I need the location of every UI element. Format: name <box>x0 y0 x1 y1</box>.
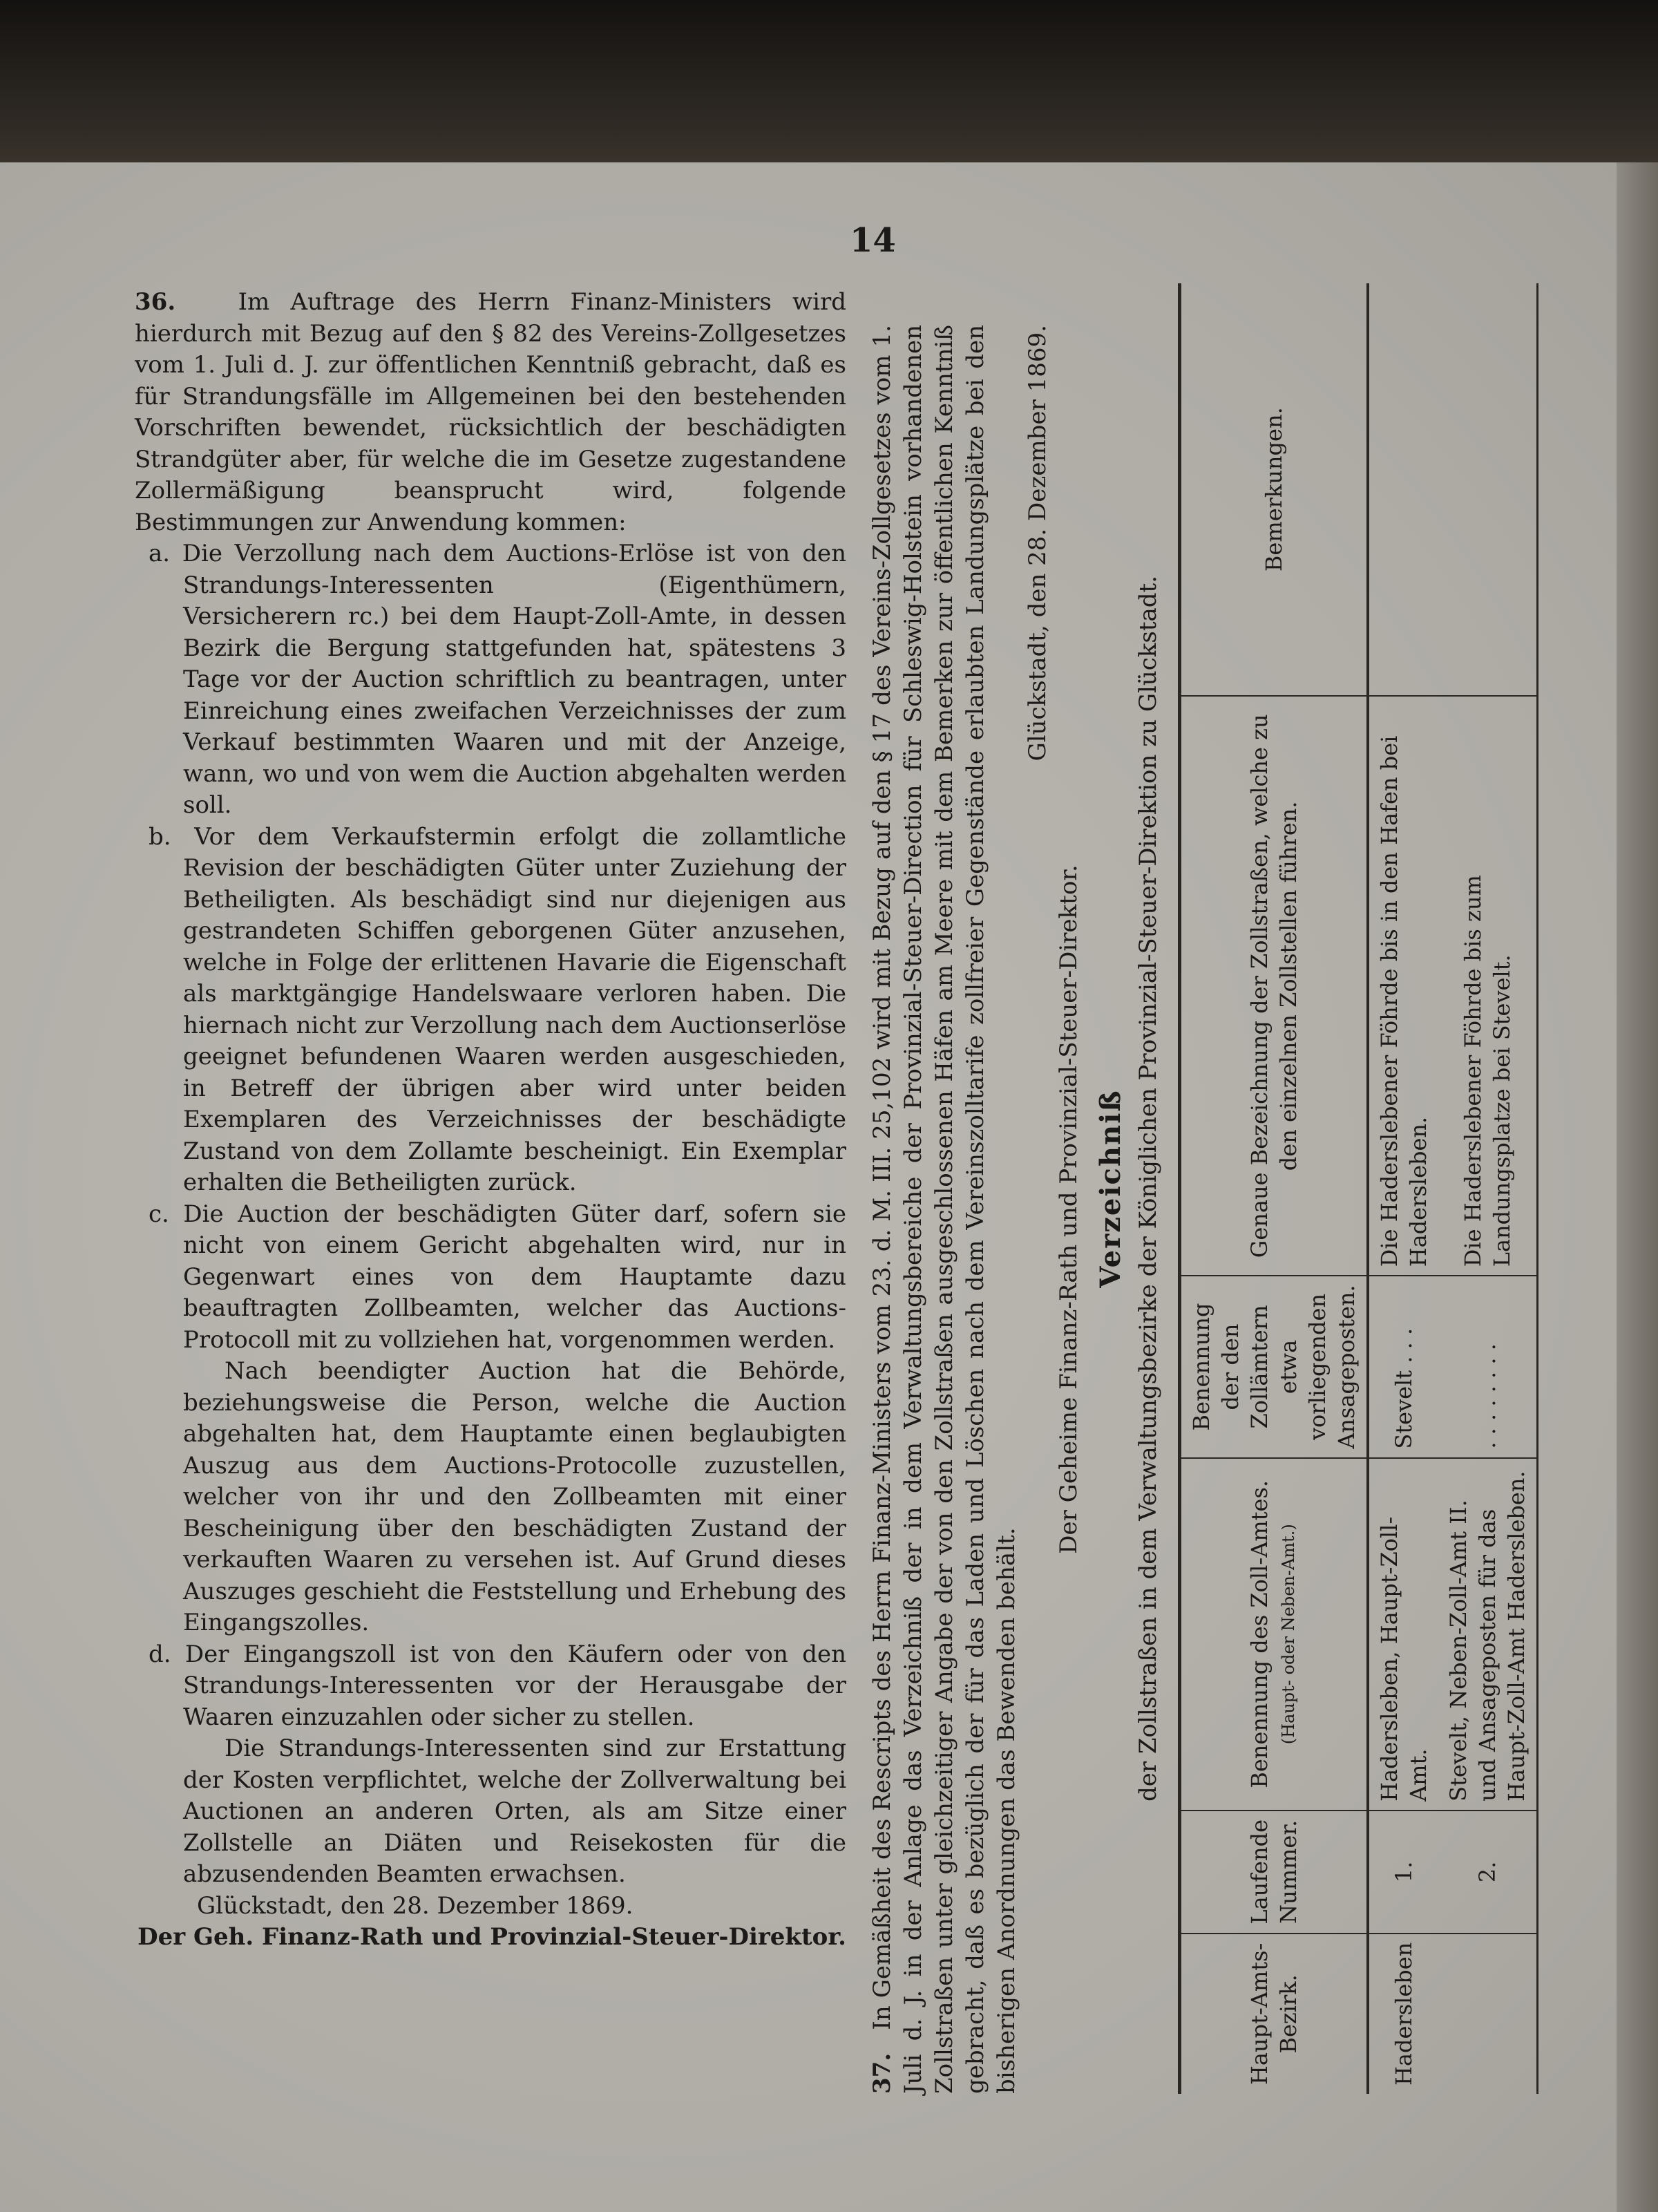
item-b: b. Vor dem Verkaufstermin erfolgt die zollamtliche Revision der beschädigten Güter unter Zuziehung der Betheiligten. Als beschädigt sind nur diejenigen aus gestrandeten Schiffen geborgenen Güter anzusehen, welche in Folge der erlittenen Havarie die Eigenschaft als marktgängige Handelswaare verloren haben. Die hiernach nicht zur Verzollung nach dem Auctionserlöse geeignet befundenen Waaren werden ausgeschieden, in Betreff der übrigen aber wird unter beiden Exemplaren des Verzeichnisses der beschädigte Zustand von dem Zollamte bescheinigt. Ein Exemplar erhalten die Betheiligten zurück. <box>149 822 846 1196</box>
header-ansageposten: Benennung der den Zollämtern etwa vorliegenden Ansageposten. <box>1180 1276 1369 1457</box>
table-title: Verzeichniß <box>1094 1089 1127 1288</box>
signature: Der Geh. Finanz-Rath und Provinzial-Steuer-Direktor. <box>137 1923 846 1951</box>
table-row <box>1368 283 1438 2094</box>
header-bemerkungen: Bemerkungen. <box>1180 283 1369 696</box>
section-37-number: 37. <box>868 2052 896 2094</box>
cell-zollstrasse: Die Haderslebener Föhrde bis zum Landungsplatze bei Stevelt. <box>1438 696 1538 1276</box>
section-36-number: 36. <box>135 288 176 316</box>
section-37 <box>867 325 1085 2094</box>
left-column <box>135 287 846 1954</box>
rotated-section <box>867 283 1558 2094</box>
cell-nummer: 2. <box>1438 1811 1538 1934</box>
item-d: d. Der Eingangszoll ist von den Käufern oder von den Strandungs-Interessenten vor der Herausgabe der Waaren einzuzahlen oder sicher zu stellen. <box>149 1640 846 1731</box>
cell-bemerkungen <box>1368 283 1438 696</box>
cell-zollamt: Stevelt, Neben-Zoll-Amt II. und Ansageposten für das Haupt-Zoll-Amt Hadersleben. <box>1438 1458 1538 1811</box>
cell-ansageposten: . . . . . . . . <box>1438 1276 1538 1457</box>
section-37-signer: Der Geheime Finanz-Rath und Provinzial-Steuer-Direktor. <box>1055 864 1083 1554</box>
header-nummer: Laufende Nummer. <box>1180 1811 1369 1934</box>
section-37-text: 37. In Gemäßheit des Rescripts des Herrn Finanz-Ministers vom 23. d. M. III. 25,102 wird mit Bezug auf den § 17 des Vereins-Zollgesetzes vom 1. Juli d. J. in der Anlage das Verzeichniß der in dem Verwaltungsbereiche der Provinzial-Steuer-Direction für Schleswig-Holstein vorhandenen Zollstraßen unter gleichzeitiger Angabe der von den Zollstraßen ausgeschlossenen Häfen am Meere mit dem Bemerken zur öffentlichen Kenntniß gebracht, daß es bezüglich der für das Laden und Löschen nach dem Vereinszolltarife zollfreier Gegenstände erlaubten Landungsplätze bei den bisherigen Anordnungen das Bewenden behält. <box>868 325 1020 2094</box>
cell-zollstrasse: Die Haderslebener Föhrde bis in den Hafen bei Hadersleben. <box>1368 696 1438 1276</box>
cell-nummer: 1. <box>1368 1811 1438 1934</box>
section-37-date: Glückstadt, den 28. Dezember 1869. <box>1024 325 1051 762</box>
item-d-continuation: Die Strandungs-Interessenten sind zur Erstattung der Kosten verpflichtet, welche der Zollverwaltung bei Auctionen an anderen Orten, als am Sitze einer Zollstelle an Diäten und Reisekosten für die abzusendenden Beamten erwachsen. <box>183 1734 846 1888</box>
table-row <box>1438 283 1538 2094</box>
page-number: 14 <box>850 221 896 260</box>
table-header-row <box>1180 283 1369 2094</box>
header-zollamt-sub: (Haupt- oder Neben-Amt.) <box>1279 1524 1298 1745</box>
page-edge <box>1617 162 1658 2212</box>
cell-ansageposten: Stevelt . . . <box>1368 1276 1438 1457</box>
cell-bemerkungen <box>1438 283 1538 696</box>
cell-zollamt: Hadersleben, Haupt-Zoll-Amt. <box>1368 1458 1438 1811</box>
header-zollamt: Benennung des Zoll-Amtes. (Haupt- oder Neben-Amt.) <box>1180 1458 1369 1811</box>
place-date: Glückstadt, den 28. Dezember 1869. <box>197 1891 633 1920</box>
background-shadow <box>0 0 1658 173</box>
header-bezirk: Haupt-Amts-Bezirk. <box>1180 1934 1369 2094</box>
cell-bezirk <box>1438 1934 1538 2094</box>
item-c: c. Die Auction der beschädigten Güter darf, sofern sie nicht von einem Gericht abgehalten wird, nur in Gegenwart eines von dem Hauptamte dazu beauftragten Zollbeamten, welcher das Auctions-Protocoll mit zu vollziehen hat, vorgenommen werden. <box>149 1200 846 1354</box>
zollstrassen-table <box>1178 283 1538 2094</box>
section-36-intro: 36. Im Auftrage des Herrn Finanz-Ministers wird hierdurch mit Bezug auf den § 82 des Vereins-Zollgesetzes vom 1. Juli d. J. zur öffentlichen Kenntniß gebracht, daß es für Strandungsfälle im Allgemeinen bei den bestehenden Vorschriften bewendet, rücksichtlich der beschädigten Strandgüter aber, für welche die im Gesetze zugestandene Zollermäßigung beansprucht wird, folgende Bestimmungen zur Anwendung kommen: <box>135 288 846 536</box>
item-c-continuation: Nach beendigter Auction hat die Behörde, beziehungsweise die Person, welche die Auction abgehalten hat, dem Hauptamte einen beglaubigten Auszug aus dem Auctions-Protocolle zuzustellen, welcher von ihr und den Zollbeamten mit einer Bescheinigung über den beschädigten Zustand der verkauften Waaren zu versehen ist. Auf Grund dieses Auszuges geschieht die Feststellung und Erhebung des Eingangszolles. <box>183 1357 846 1636</box>
cell-bezirk: Hadersleben <box>1391 1942 1417 2086</box>
header-zollstrassen: Genaue Bezeichnung der Zollstraßen, welche zu den einzelnen Zollstellen führen. <box>1180 696 1369 1276</box>
table-subtitle: der Zollstraßen in dem Verwaltungsbezirke der Königlichen Provinzial-Steuer-Direktion zu Glückstadt. <box>1134 575 1162 1802</box>
item-a: a. Die Verzollung nach dem Auctions-Erlöse ist von den Strandungs-Interessenten (Eigenthümern, Versicherern rc.) bei dem Haupt-Zoll-Amte, in dessen Bezirk die Bergung stattgefunden hat, spätestens 3 Tage vor der Auction schriftlich zu beantragen, unter Einreichung eines zweifachen Verzeichnisses der zum Verkauf bestimmten Waaren und mit der Anzeige, wann, wo und von wem die Auction abgehalten werden soll. <box>149 540 846 819</box>
